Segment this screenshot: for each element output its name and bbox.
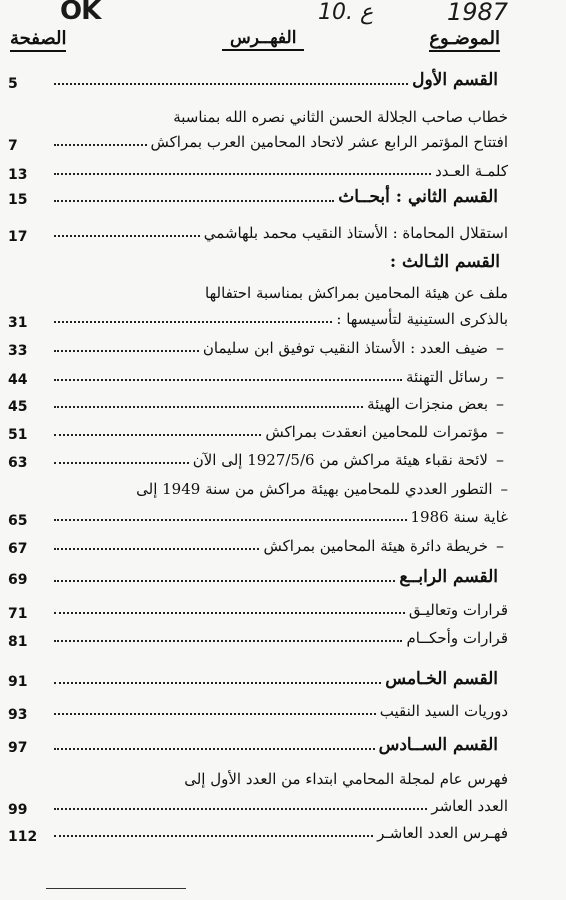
list-dash: – [496,536,504,555]
toc-entry [54,162,508,180]
footer-rule [46,888,186,889]
dot-leader [54,200,334,202]
entry-first-line: فهرس عام لمجلة المحامي ابتداء من العدد الأول إلى [184,770,508,788]
dot-leader [54,808,427,810]
entry-title: غاية سنة 1986 [410,508,508,526]
toc-section [54,669,498,689]
page-number: 44 [8,372,28,388]
list-dash: – [496,367,504,386]
toc-entry [54,133,508,151]
list-dash: – [500,480,508,498]
dot-leader [54,406,363,408]
toc-entry [54,508,508,526]
dot-leader [54,748,375,750]
entry-first-line: خطاب صاحب الجلالة الحسن الثاني نصره الله بمناسبة [173,108,508,126]
dot-leader [54,83,408,85]
page-number: 33 [8,343,28,359]
toc-entry [54,394,504,413]
list-dash: – [496,450,504,469]
page-number: 91 [8,674,28,690]
toc-entry [54,824,508,842]
list-dash: – [496,338,504,357]
toc-entry [54,629,508,647]
section-title: القسم الأول [412,70,498,90]
entry-title: لائحة نقباء هيئة مراكش من 1927/5/6 إلى الآن [192,451,488,469]
handwritten-number: 10. ع [318,0,374,25]
entry-title: مؤتمرات للمحامين انعقدت بمراكش [265,423,488,441]
dot-leader [54,580,395,582]
toc-entry [54,702,508,720]
toc-entry [54,450,504,469]
toc-section [54,567,498,587]
toc-section [54,70,498,90]
section-title: القسم الســادس [378,735,498,755]
section-title: القسم الخـامس [385,669,498,689]
page-title: الفهــرس [222,28,304,51]
dot-leader [54,321,332,323]
ok-handwritten-mark: OK [60,0,101,26]
handwritten-year: 1987 [447,0,509,26]
page-number: 31 [8,315,28,331]
dot-leader [54,379,402,381]
toc-entry [54,310,508,328]
dot-leader [54,682,381,684]
toc-entry [54,224,508,242]
dot-leader [54,519,407,521]
page-number: 17 [8,229,28,245]
page-number: 71 [8,606,28,622]
dot-leader [54,434,261,436]
page-number: 63 [8,455,28,471]
entry-title: رسائل التهنئة [406,368,488,386]
page-number: 97 [8,740,28,756]
dot-leader [54,612,405,614]
entry-title: العدد العاشر [431,797,508,815]
dot-leader [54,144,147,146]
entry-title: كلمـة العـدد [435,162,508,180]
entry-title: بالذكرى الستينية لتأسيسها : [336,310,508,328]
toc-entry [54,601,508,619]
page-number: 81 [8,634,28,650]
section-title: القسم الثاني : أبحــاث [338,187,498,207]
topic-column-header: الموضـوع [429,28,500,52]
entry-first-line: ملف عن هيئة المحامين بمراكش بمناسبة احتفالها [205,284,508,302]
toc-entry [54,422,504,441]
entry-title: دوريات السيد النقيب [379,702,508,720]
dot-leader [54,173,431,175]
page-number: 69 [8,572,28,588]
dot-leader [54,548,259,550]
toc-entry [54,338,504,357]
toc-entry [54,536,504,555]
section-title: القسم الثـالث : [389,252,500,272]
entry-first-line-text: التطور العددي للمحامين بهيئة مراكش من سنة 1949 إلى [136,480,493,498]
page-number: 112 [8,829,38,845]
dot-leader [54,350,199,352]
page-number: 7 [8,138,18,154]
page-number: 99 [8,802,28,818]
toc-section [54,735,498,755]
dot-leader [54,462,189,464]
entry-title: خريطة دائرة هيئة المحامين بمراكش [263,537,488,555]
toc-entry [54,797,508,815]
toc-entry [54,367,504,386]
page-number: 93 [8,707,28,723]
page-number: 65 [8,513,28,529]
dot-leader [54,713,376,715]
dot-leader [54,235,200,237]
entry-title: ضيف العدد : الأستاذ النقيب توفيق ابن سليمان [202,339,488,357]
section-title: القسم الرابــع [399,567,498,587]
page-number: 5 [8,76,18,92]
entry-title: بعض منجزات الهيئة [367,395,488,413]
page-column-header: الصفحة [10,28,66,52]
list-dash: – [496,422,504,441]
toc-section [54,187,498,207]
page-number: 15 [8,192,28,208]
page-number: 67 [8,541,28,557]
entry-title: قرارات وأحكــام [406,629,508,647]
entry-title: افتتاح المؤتمر الرابع عشر لاتحاد المحامين العرب بمراكش [150,133,508,151]
entry-title: قرارات وتعاليـق [408,601,508,619]
page-number: 45 [8,399,28,415]
entry-title: فهـرس العدد العاشـر [377,824,508,842]
dot-leader [54,640,402,642]
entry-first-line [136,480,508,498]
page-number: 51 [8,427,28,443]
list-dash: – [496,394,504,413]
entry-title: استقلال المحاماة : الأستاذ النقيب محمد بلهاشمي [203,224,508,242]
page-number: 13 [8,167,28,183]
dot-leader [54,835,373,837]
